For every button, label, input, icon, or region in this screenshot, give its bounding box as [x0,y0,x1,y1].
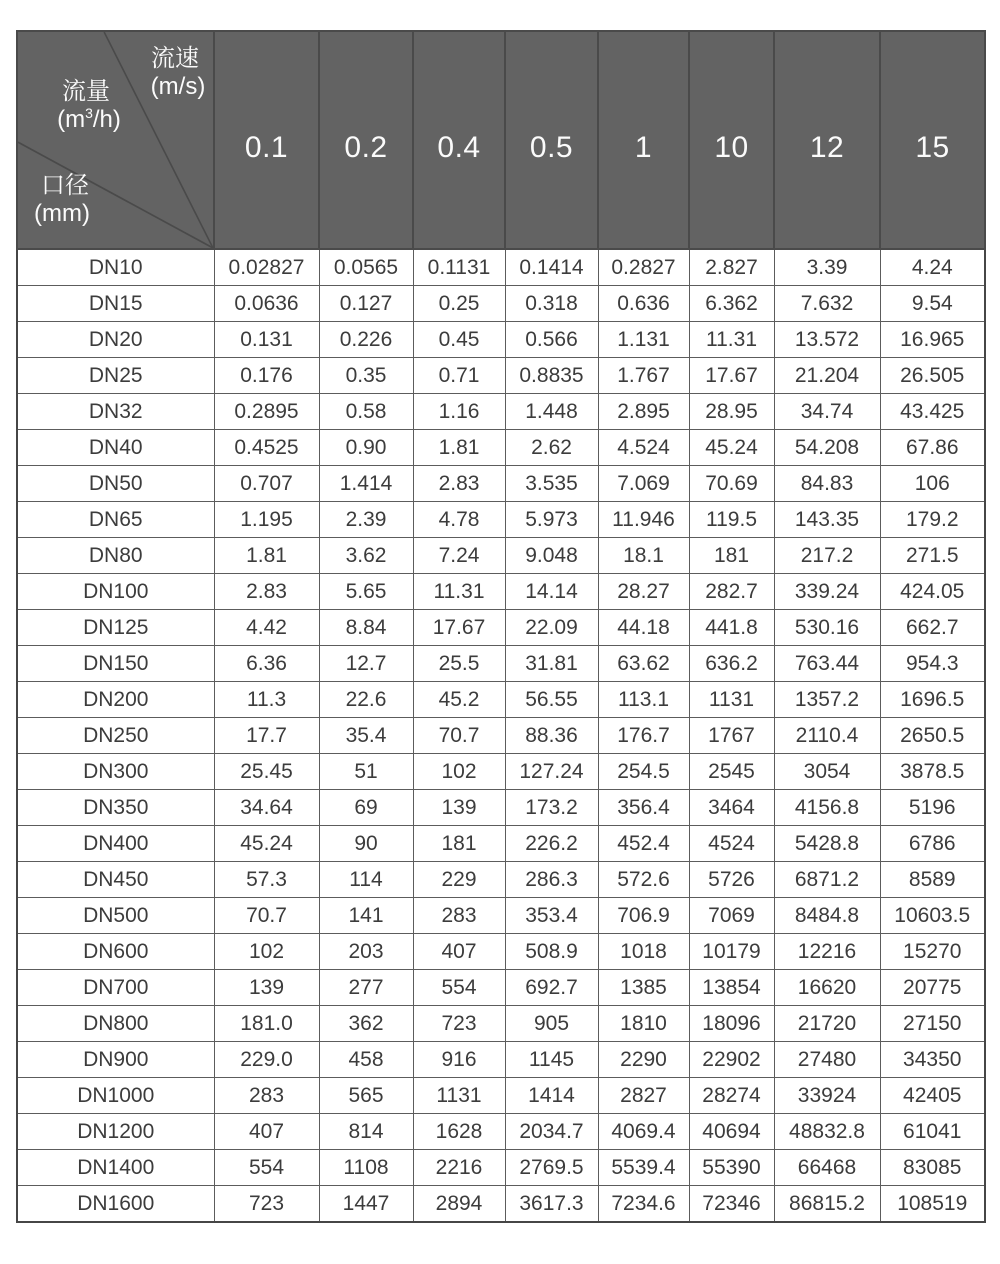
flow-value-cell: 636.2 [689,646,774,682]
dn-row-header: DN700 [17,970,214,1006]
flow-value-cell: 2110.4 [774,718,880,754]
flow-value-cell: 1447 [319,1186,413,1223]
flow-value-cell: 35.4 [319,718,413,754]
table-row [17,826,985,862]
flow-value-cell: 0.45 [413,322,505,358]
table-row [17,1114,985,1150]
table-row [17,1078,985,1114]
flow-value-cell: 0.4525 [214,430,319,466]
flow-value-cell: 5726 [689,862,774,898]
flow-value-cell: 1131 [689,682,774,718]
flow-value-cell: 1414 [505,1078,598,1114]
flow-value-cell: 530.16 [774,610,880,646]
table-row [17,466,985,502]
flow-value-cell: 102 [413,754,505,790]
flow-value-cell: 2894 [413,1186,505,1223]
flow-value-cell: 34.64 [214,790,319,826]
flow-value-cell: 2.827 [689,249,774,286]
flow-value-cell: 18096 [689,1006,774,1042]
dn-row-header: DN15 [17,286,214,322]
flow-value-cell: 114 [319,862,413,898]
table-body [17,249,985,1222]
flow-value-cell: 5.973 [505,502,598,538]
dn-row-header: DN150 [17,646,214,682]
dn-row-header: DN10 [17,249,214,286]
flow-value-cell: 55390 [689,1150,774,1186]
flow-value-cell: 106 [880,466,985,502]
flow-value-cell: 1131 [413,1078,505,1114]
table-row [17,502,985,538]
dn-row-header: DN600 [17,934,214,970]
flow-value-cell: 27480 [774,1042,880,1078]
table-row [17,249,985,286]
flow-value-cell: 28.27 [598,574,689,610]
flow-value-cell: 229 [413,862,505,898]
flow-value-cell: 67.86 [880,430,985,466]
flow-value-cell: 441.8 [689,610,774,646]
flow-value-cell: 7234.6 [598,1186,689,1223]
table-header [17,31,985,249]
flow-rate-table-wrap [16,30,986,1223]
flow-value-cell: 20775 [880,970,985,1006]
flow-value-cell: 33924 [774,1078,880,1114]
corner-header-cell [17,31,214,249]
flow-value-cell: 2290 [598,1042,689,1078]
flow-value-cell: 0.90 [319,430,413,466]
flow-value-cell: 4.78 [413,502,505,538]
flow-value-cell: 271.5 [880,538,985,574]
flow-value-cell: 0.131 [214,322,319,358]
flow-value-cell: 44.18 [598,610,689,646]
flow-value-cell: 8589 [880,862,985,898]
flow-value-cell: 17.67 [413,610,505,646]
flow-value-cell: 2.83 [413,466,505,502]
dn-row-header: DN1600 [17,1186,214,1223]
corner-flow-label: 流量 [62,78,110,105]
flow-value-cell: 1628 [413,1114,505,1150]
table-row [17,646,985,682]
flow-value-cell: 229.0 [214,1042,319,1078]
flow-value-cell: 5.65 [319,574,413,610]
velocity-column-header: 12 [774,31,880,249]
flow-value-cell: 6786 [880,826,985,862]
flow-value-cell: 48832.8 [774,1114,880,1150]
flow-value-cell: 508.9 [505,934,598,970]
flow-value-cell: 28.95 [689,394,774,430]
flow-value-cell: 34.74 [774,394,880,430]
flow-value-cell: 0.02827 [214,249,319,286]
flow-value-cell: 27150 [880,1006,985,1042]
flow-value-cell: 66468 [774,1150,880,1186]
flow-value-cell: 83085 [880,1150,985,1186]
flow-value-cell: 356.4 [598,790,689,826]
table-row [17,358,985,394]
velocity-column-header: 15 [880,31,985,249]
flow-value-cell: 119.5 [689,502,774,538]
flow-value-cell: 0.71 [413,358,505,394]
table-row [17,1150,985,1186]
flow-value-cell: 181 [689,538,774,574]
flow-value-cell: 25.5 [413,646,505,682]
flow-value-cell: 1385 [598,970,689,1006]
flow-value-cell: 565 [319,1078,413,1114]
flow-value-cell: 26.505 [880,358,985,394]
flow-value-cell: 662.7 [880,610,985,646]
flow-value-cell: 692.7 [505,970,598,1006]
flow-value-cell: 113.1 [598,682,689,718]
velocity-column-header: 0.4 [413,31,505,249]
flow-value-cell: 22902 [689,1042,774,1078]
dn-row-header: DN400 [17,826,214,862]
flow-value-cell: 42405 [880,1078,985,1114]
flow-value-cell: 108519 [880,1186,985,1223]
flow-value-cell: 4.24 [880,249,985,286]
flow-value-cell: 11.946 [598,502,689,538]
flow-value-cell: 572.6 [598,862,689,898]
flow-value-cell: 141 [319,898,413,934]
flow-value-cell: 7.24 [413,538,505,574]
flow-value-cell: 8.84 [319,610,413,646]
table-row [17,718,985,754]
dn-row-header: DN350 [17,790,214,826]
flow-value-cell: 286.3 [505,862,598,898]
dn-row-header: DN25 [17,358,214,394]
dn-row-header: DN65 [17,502,214,538]
flow-value-cell: 554 [413,970,505,1006]
flow-value-cell: 1.16 [413,394,505,430]
table-row [17,970,985,1006]
flow-value-cell: 21.204 [774,358,880,394]
corner-diameter-label: 口径 [41,172,89,199]
flow-value-cell: 277 [319,970,413,1006]
flow-value-cell: 12.7 [319,646,413,682]
flow-value-cell: 72346 [689,1186,774,1223]
table-row [17,862,985,898]
flow-value-cell: 15270 [880,934,985,970]
flow-value-cell: 203 [319,934,413,970]
corner-flow-unit-pre: (m [57,106,86,133]
flow-value-cell: 17.67 [689,358,774,394]
flow-value-cell: 43.425 [880,394,985,430]
flow-value-cell: 1810 [598,1006,689,1042]
flow-value-cell: 6.362 [689,286,774,322]
flow-value-cell: 554 [214,1150,319,1186]
flow-value-cell: 179.2 [880,502,985,538]
flow-value-cell: 1145 [505,1042,598,1078]
flow-value-cell: 7.069 [598,466,689,502]
flow-value-cell: 3.39 [774,249,880,286]
flow-value-cell: 7069 [689,898,774,934]
table-row [17,394,985,430]
flow-value-cell: 10179 [689,934,774,970]
flow-value-cell: 18.1 [598,538,689,574]
flow-value-cell: 0.127 [319,286,413,322]
flow-value-cell: 0.0636 [214,286,319,322]
flow-value-cell: 226.2 [505,826,598,862]
flow-value-cell: 61041 [880,1114,985,1150]
velocity-column-header: 10 [689,31,774,249]
flow-value-cell: 51 [319,754,413,790]
table-row [17,934,985,970]
flow-value-cell: 21720 [774,1006,880,1042]
table-row [17,538,985,574]
flow-value-cell: 181.0 [214,1006,319,1042]
flow-value-cell: 1.448 [505,394,598,430]
table-row [17,430,985,466]
velocity-column-header: 0.2 [319,31,413,249]
dn-row-header: DN800 [17,1006,214,1042]
flow-value-cell: 127.24 [505,754,598,790]
flow-value-cell: 139 [214,970,319,1006]
table-row [17,1006,985,1042]
flow-value-cell: 0.1131 [413,249,505,286]
flow-value-cell: 283 [214,1078,319,1114]
flow-value-cell: 1767 [689,718,774,754]
flow-value-cell: 173.2 [505,790,598,826]
flow-value-cell: 86815.2 [774,1186,880,1223]
flow-value-cell: 2034.7 [505,1114,598,1150]
flow-value-cell: 254.5 [598,754,689,790]
flow-value-cell: 40694 [689,1114,774,1150]
table-row [17,1186,985,1223]
velocity-column-header: 0.5 [505,31,598,249]
flow-value-cell: 282.7 [689,574,774,610]
flow-value-cell: 69 [319,790,413,826]
dn-row-header: DN200 [17,682,214,718]
flow-value-cell: 706.9 [598,898,689,934]
flow-value-cell: 1.414 [319,466,413,502]
flow-value-cell: 9.048 [505,538,598,574]
corner-flow-unit-sup: 3 [85,105,93,121]
flow-value-cell: 54.208 [774,430,880,466]
flow-value-cell: 5428.8 [774,826,880,862]
flow-value-cell: 763.44 [774,646,880,682]
flow-value-cell: 7.632 [774,286,880,322]
flow-value-cell: 2.39 [319,502,413,538]
flow-value-cell: 0.2895 [214,394,319,430]
flow-value-cell: 1.81 [214,538,319,574]
corner-velocity-label: 流速 [151,45,199,72]
flow-value-cell: 1696.5 [880,682,985,718]
dn-row-header: DN125 [17,610,214,646]
flow-value-cell: 283 [413,898,505,934]
flow-value-cell: 45.24 [214,826,319,862]
flow-value-cell: 16.965 [880,322,985,358]
dn-row-header: DN50 [17,466,214,502]
corner-diameter-unit: (mm) [34,200,90,227]
table-row [17,286,985,322]
flow-value-cell: 34350 [880,1042,985,1078]
flow-value-cell: 31.81 [505,646,598,682]
flow-value-cell: 84.83 [774,466,880,502]
dn-row-header: DN1200 [17,1114,214,1150]
flow-value-cell: 2.83 [214,574,319,610]
flow-value-cell: 10603.5 [880,898,985,934]
flow-value-cell: 17.7 [214,718,319,754]
table-row [17,610,985,646]
flow-value-cell: 90 [319,826,413,862]
flow-value-cell: 88.36 [505,718,598,754]
flow-value-cell: 9.54 [880,286,985,322]
flow-value-cell: 2650.5 [880,718,985,754]
flow-value-cell: 362 [319,1006,413,1042]
dn-row-header: DN20 [17,322,214,358]
flow-value-cell: 458 [319,1042,413,1078]
flow-value-cell: 424.05 [880,574,985,610]
flow-value-cell: 2769.5 [505,1150,598,1186]
flow-value-cell: 954.3 [880,646,985,682]
corner-flow-unit [57,106,121,134]
velocity-column-header: 1 [598,31,689,249]
table-row [17,574,985,610]
flow-value-cell: 3.535 [505,466,598,502]
dn-row-header: DN250 [17,718,214,754]
flow-value-cell: 452.4 [598,826,689,862]
table-row [17,682,985,718]
flow-value-cell: 723 [214,1186,319,1223]
table-row [17,754,985,790]
flow-value-cell: 2827 [598,1078,689,1114]
flow-value-cell: 8484.8 [774,898,880,934]
flow-value-cell: 3.62 [319,538,413,574]
flow-value-cell: 1018 [598,934,689,970]
flow-value-cell: 0.566 [505,322,598,358]
flow-value-cell: 22.6 [319,682,413,718]
flow-value-cell: 0.2827 [598,249,689,286]
flow-value-cell: 3878.5 [880,754,985,790]
flow-value-cell: 143.35 [774,502,880,538]
dn-row-header: DN80 [17,538,214,574]
flow-value-cell: 723 [413,1006,505,1042]
flow-value-cell: 0.707 [214,466,319,502]
flow-value-cell: 6.36 [214,646,319,682]
flow-value-cell: 0.176 [214,358,319,394]
flow-value-cell: 14.14 [505,574,598,610]
corner-velocity-unit: (m/s) [150,73,206,100]
flow-value-cell: 0.25 [413,286,505,322]
flow-value-cell: 339.24 [774,574,880,610]
dn-row-header: DN300 [17,754,214,790]
flow-value-cell: 1.767 [598,358,689,394]
flow-value-cell: 1.131 [598,322,689,358]
flow-value-cell: 16620 [774,970,880,1006]
dn-row-header: DN1400 [17,1150,214,1186]
flow-value-cell: 3054 [774,754,880,790]
flow-value-cell: 11.31 [413,574,505,610]
flow-value-cell: 916 [413,1042,505,1078]
flow-value-cell: 3464 [689,790,774,826]
velocity-column-header: 0.1 [214,31,319,249]
dn-row-header: DN40 [17,430,214,466]
flow-value-cell: 70.7 [214,898,319,934]
flow-value-cell: 63.62 [598,646,689,682]
flow-value-cell: 2.62 [505,430,598,466]
flow-rate-table [16,30,986,1223]
flow-value-cell: 13854 [689,970,774,1006]
header-row [17,31,985,249]
flow-value-cell: 4.42 [214,610,319,646]
flow-value-cell: 217.2 [774,538,880,574]
flow-value-cell: 0.8835 [505,358,598,394]
flow-value-cell: 0.226 [319,322,413,358]
dn-row-header: DN450 [17,862,214,898]
flow-value-cell: 2545 [689,754,774,790]
flow-value-cell: 70.69 [689,466,774,502]
flow-value-cell: 0.0565 [319,249,413,286]
corner-flow-unit-post: /h) [92,106,121,133]
dn-row-header: DN100 [17,574,214,610]
flow-value-cell: 11.31 [689,322,774,358]
dn-row-header: DN1000 [17,1078,214,1114]
flow-value-cell: 0.35 [319,358,413,394]
flow-value-cell: 70.7 [413,718,505,754]
flow-value-cell: 2216 [413,1150,505,1186]
flow-value-cell: 0.636 [598,286,689,322]
flow-value-cell: 22.09 [505,610,598,646]
flow-value-cell: 28274 [689,1078,774,1114]
flow-value-cell: 1357.2 [774,682,880,718]
flow-value-cell: 13.572 [774,322,880,358]
flow-value-cell: 11.3 [214,682,319,718]
flow-value-cell: 181 [413,826,505,862]
flow-value-cell: 0.1414 [505,249,598,286]
flow-value-cell: 45.24 [689,430,774,466]
flow-value-cell: 0.318 [505,286,598,322]
flow-value-cell: 0.58 [319,394,413,430]
flow-value-cell: 4.524 [598,430,689,466]
flow-value-cell: 4156.8 [774,790,880,826]
flow-value-cell: 5196 [880,790,985,826]
dn-row-header: DN32 [17,394,214,430]
flow-value-cell: 353.4 [505,898,598,934]
flow-value-cell: 176.7 [598,718,689,754]
flow-value-cell: 3617.3 [505,1186,598,1223]
flow-value-cell: 1.195 [214,502,319,538]
flow-value-cell: 57.3 [214,862,319,898]
flow-value-cell: 407 [214,1114,319,1150]
flow-value-cell: 905 [505,1006,598,1042]
flow-value-cell: 1.81 [413,430,505,466]
table-row [17,790,985,826]
flow-value-cell: 139 [413,790,505,826]
flow-value-cell: 5539.4 [598,1150,689,1186]
table-row [17,1042,985,1078]
flow-value-cell: 4524 [689,826,774,862]
flow-value-cell: 6871.2 [774,862,880,898]
flow-value-cell: 25.45 [214,754,319,790]
flow-value-cell: 12216 [774,934,880,970]
table-row [17,898,985,934]
flow-value-cell: 56.55 [505,682,598,718]
flow-value-cell: 102 [214,934,319,970]
flow-value-cell: 45.2 [413,682,505,718]
flow-value-cell: 407 [413,934,505,970]
table-row [17,322,985,358]
dn-row-header: DN900 [17,1042,214,1078]
dn-row-header: DN500 [17,898,214,934]
flow-value-cell: 814 [319,1114,413,1150]
flow-value-cell: 1108 [319,1150,413,1186]
flow-value-cell: 2.895 [598,394,689,430]
flow-value-cell: 4069.4 [598,1114,689,1150]
